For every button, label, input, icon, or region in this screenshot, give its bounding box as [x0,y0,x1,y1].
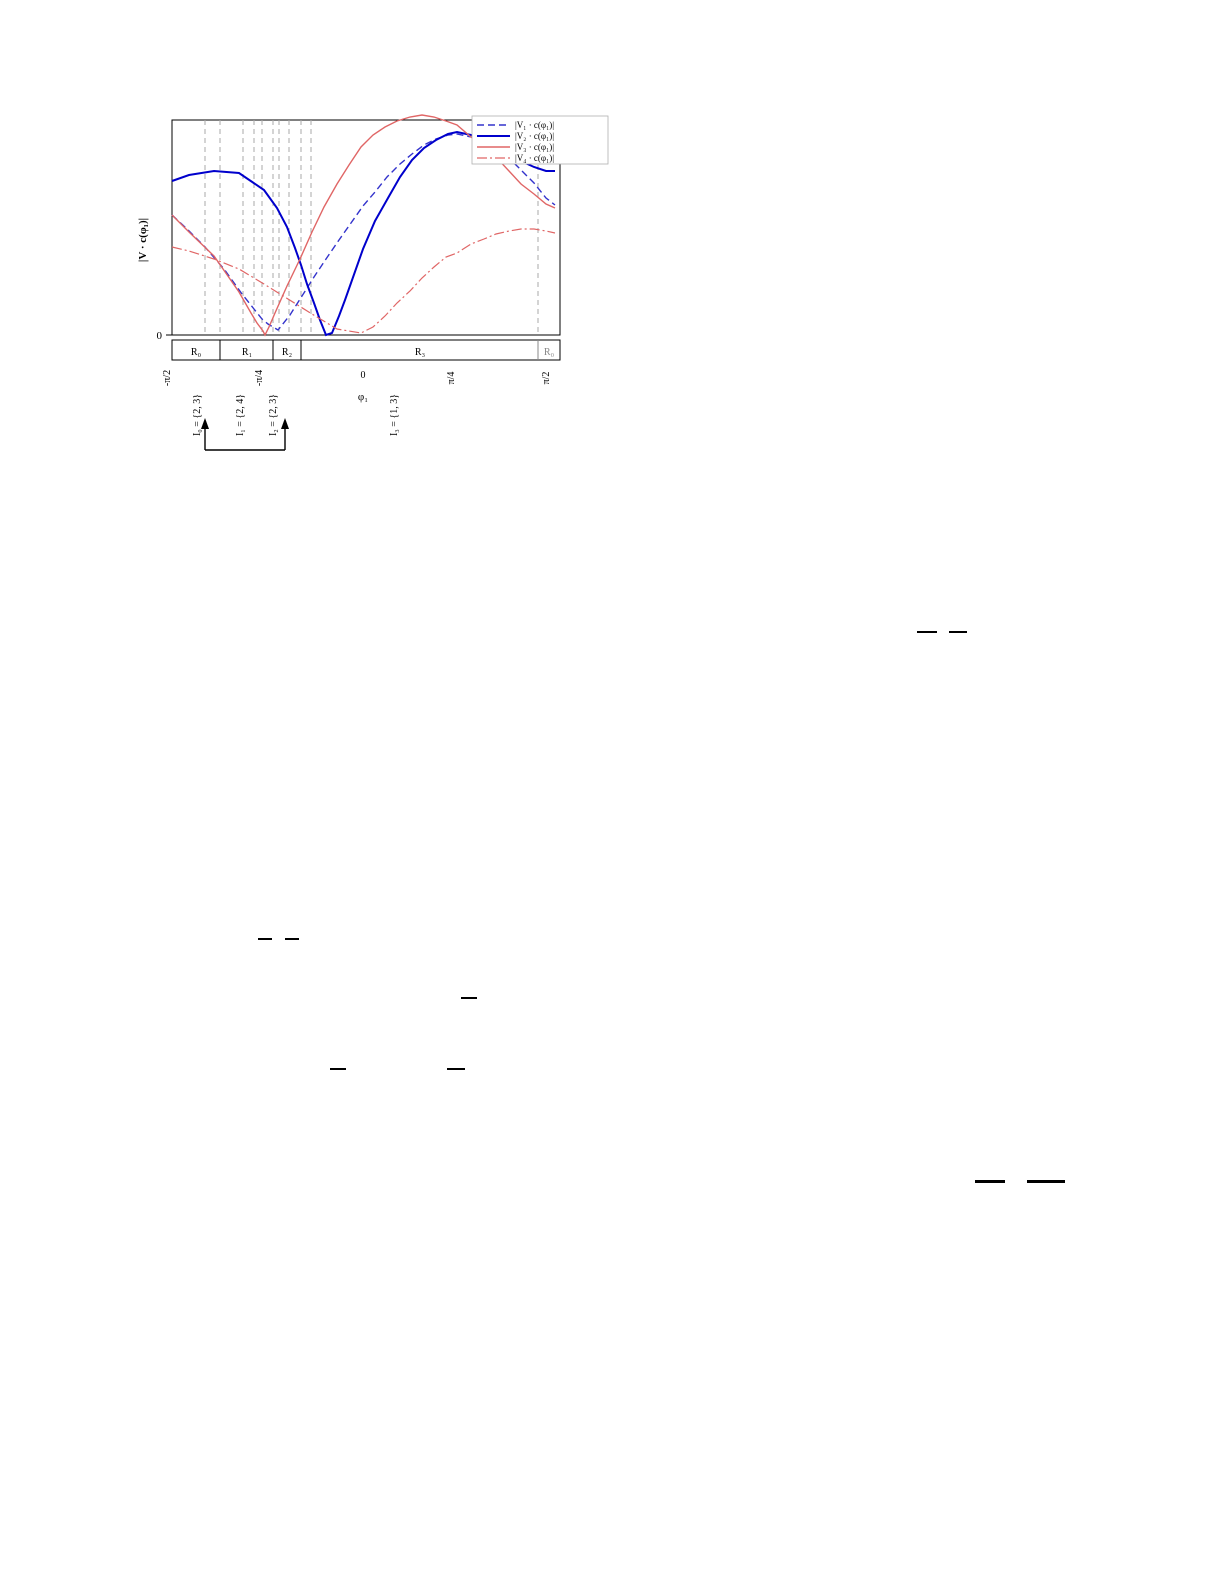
stray-mark-1 [917,631,937,633]
stray-mark-6 [330,1068,346,1070]
interval-annotations [192,394,400,436]
region-label-4: R₀ [543,347,555,358]
ytick-label-0: 0 [156,330,162,342]
region-label-3: R₃ [414,347,426,358]
xtick-label-2: 0 [360,370,366,381]
legend-label-v2: |V₂ · c(φ₁)| [515,131,555,141]
region-label-1: R₁ [241,347,253,358]
legend-label-v1: |V₁ · c(φ₁)| [515,120,555,130]
stray-mark-5 [461,997,477,999]
y-axis-label: |V · c(φ₁)| [137,217,149,263]
stray-mark-2 [949,631,967,633]
stray-mark-3 [258,938,272,940]
legend-label-v4: |V₄ · c(φ₁)| [515,153,555,163]
xtick-label-1: -π/4 [254,369,265,387]
legend-label-v3: |V₃ · c(φ₁)| [515,142,555,152]
chart-svg [130,110,610,470]
x-axis-label: φ₁ [357,391,369,403]
chart-figure [130,110,610,470]
xtick-label-3: π/4 [446,371,457,385]
stray-mark-9 [1027,1180,1065,1183]
region-label-0: R₀ [190,347,202,358]
stray-mark-7 [447,1068,465,1070]
xtick-label-0: -π/2 [162,369,173,387]
region-bar [172,340,560,360]
xtick-label-4: π/2 [541,371,552,385]
interval-label-0: I₀ = {2, 3} [192,393,203,437]
interval-label-1: I₁ = {2, 4} [235,393,246,437]
chart-legend [472,116,608,164]
interval-label-2: I₂ = {2, 3} [268,393,279,437]
interval-label-3: I₃ = {1, 3} [389,393,400,437]
stray-mark-8 [975,1180,1005,1183]
stray-mark-4 [285,938,299,940]
xtick-labels [162,370,552,386]
region-label-2: R₂ [281,347,293,358]
